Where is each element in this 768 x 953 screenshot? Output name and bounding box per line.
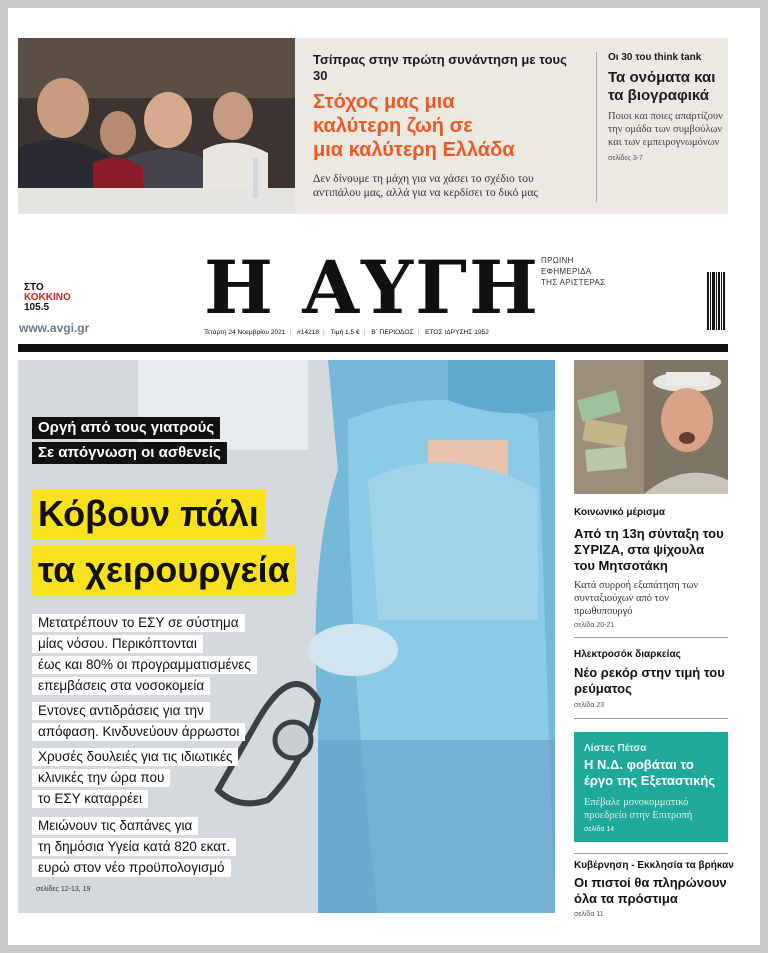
radio-logo <box>24 283 94 313</box>
story-pages: σελίδα 20-21 <box>574 622 615 629</box>
story-headline: Η Ν.Δ. φοβάται το έργο της Εξεταστικής <box>584 757 716 788</box>
hero-kicker: Σε απόγνωση οι ασθενείς <box>32 442 227 464</box>
barcode <box>706 260 726 332</box>
bullet-line: μίας νόσου. Περικόπτονται <box>32 635 203 653</box>
bullet-line: απόφαση. Κινδυνεύουν άρρωστοι <box>32 723 245 741</box>
story-text: Επέβαλε μονοκομματικό προεδρείο στην Επιτροπή <box>584 797 693 821</box>
hero-headline-line: Κόβουν πάλι <box>32 489 265 539</box>
banner-kicker: Τσίπρας στην πρώτη συνάντηση με τους 30 <box>313 52 567 83</box>
story-pages: σελίδα 23 <box>574 702 605 709</box>
newspaper-front-page <box>8 8 760 945</box>
bullet-line: Εντονες αντιδράσεις για την <box>32 702 210 720</box>
bullet-line: Μετατρέπουν το ΕΣΥ σε σύστημα <box>32 614 245 632</box>
issue-price: Τιμή 1,5 € <box>330 329 360 336</box>
hero-kicker: Οργή από τους γιατρούς <box>32 417 220 439</box>
radio-logo-line: 105.5 <box>24 302 50 313</box>
bullet-line: τη δημόσια Υγεία κατά 820 εκατ. <box>32 838 236 856</box>
banner-headline <box>313 90 583 162</box>
issue-period: Β΄ ΠΕΡΙΟΔΟΣ <box>371 329 414 336</box>
divider <box>574 718 728 719</box>
radio-logo-line: ΚΟΚΚΙΝΟ <box>24 292 71 303</box>
story-kicker: Κυβέρνηση - Εκκλησία τα βρήκαν <box>574 860 734 871</box>
side-kicker: Οι 30 του think tank <box>608 52 702 63</box>
masthead-rule <box>18 344 728 352</box>
hero-headline-line: τα χειρουργεία <box>32 545 296 595</box>
website-link[interactable]: www.avgi.gr <box>19 321 90 335</box>
tagline-line: ΕΦΗΜΕΡΙΔΑ <box>541 267 592 276</box>
tagline-line: ΤΗΣ ΑΡΙΣΤΕΡΑΣ <box>541 278 606 287</box>
radio-logo-line: ΣΤΟ <box>24 282 44 293</box>
top-banner <box>18 38 728 214</box>
hero-pages: σελίδες 12-13, 19 <box>36 886 91 893</box>
banner-subtitle: Δεν δίνουμε τη μάχη για να χάσει το σχέδιο του αντιπάλου μας, αλλά για να κερδίσει το δικό μας <box>313 173 538 199</box>
hero-story[interactable] <box>18 360 555 913</box>
founding-year: ΕΤΟΣ ΙΔΡΥΣΗΣ 1952 <box>425 329 489 336</box>
tagline <box>541 255 605 288</box>
banner-side-story[interactable] <box>596 52 724 202</box>
story-kicker: Κοινωνικό μέρισμα <box>574 507 666 518</box>
issue-date: Τετάρτη 24 Νοεμβρίου 2021 <box>204 329 286 336</box>
bullet-line: Χρυσές δουλειές για τις ιδιωτικές <box>32 748 238 766</box>
story-headline: Νέο ρεκόρ στην τιμή του ρεύματος <box>574 665 725 696</box>
divider <box>574 637 728 638</box>
side-text: Ποιοι και ποιες απαρτίζουν την ομάδα των συμβούλων και των εμπειρογνωμόνων <box>608 111 723 148</box>
banner-lead-story[interactable] <box>313 52 583 200</box>
bullet-line: ευρώ στον νέο προϋπολογισμό <box>32 859 231 877</box>
side-headline: Τα ονόματα και τα βιογραφικά <box>608 69 716 104</box>
story-headline: Οι πιστοί θα πληρώνουν όλα τα πρόστιμα <box>574 875 727 906</box>
side-pages: σελίδες 3-7 <box>608 155 643 162</box>
banner-headline-line: μια καλύτερη Ελλάδα <box>313 139 515 161</box>
divider <box>574 853 728 854</box>
story-pages: σελίδα 11 <box>574 911 604 918</box>
pensioner-photo <box>574 360 728 494</box>
story-text: Κατά συρροή εξαπάτηση των συνταξιούχων από τον πρωθυπουργό <box>574 580 699 617</box>
bullet-line: επεμβάσεις στα νοσοκομεία <box>32 677 210 695</box>
story-headline: Από τη 13η σύνταξη του ΣΥΡΙΖΑ, στα ψίχουλα του Μητσοτάκη <box>574 526 724 573</box>
issue-number: #14218 <box>297 329 320 336</box>
newspaper-title: Η ΑΥΓΗ <box>204 245 540 331</box>
bullet-line: κλινικές την ώρα που <box>32 769 170 787</box>
bullet-line: Μειώνουν τις δαπάνες για <box>32 817 198 835</box>
bullet-line: το ΕΣΥ καταρρέει <box>32 790 148 808</box>
banner-headline-line: καλύτερη ζωή σε <box>313 115 473 137</box>
sidebar-story-3[interactable] <box>574 732 728 842</box>
story-kicker: Ηλεκτροσόκ διαρκείας <box>574 649 681 660</box>
issue-info: Τετάρτη 24 Νοεμβρίου 2021 | #14218 | Τιμή 1,5 € | Β΄ ΠΕΡΙΟΔΟΣ | ΕΤΟΣ ΙΔΡΥΣΗΣ 1952 <box>204 329 489 336</box>
meeting-photo <box>18 38 295 214</box>
banner-headline-line: Στόχος μας μια <box>313 91 455 113</box>
story-pages: σελίδα 14 <box>584 826 615 833</box>
story-kicker: Λίστες Πέτσα <box>584 743 647 754</box>
bullet-line: έως και 80% οι προγραμματισμένες <box>32 656 257 674</box>
tagline-line: ΠΡΩΙΝΗ <box>541 256 574 265</box>
